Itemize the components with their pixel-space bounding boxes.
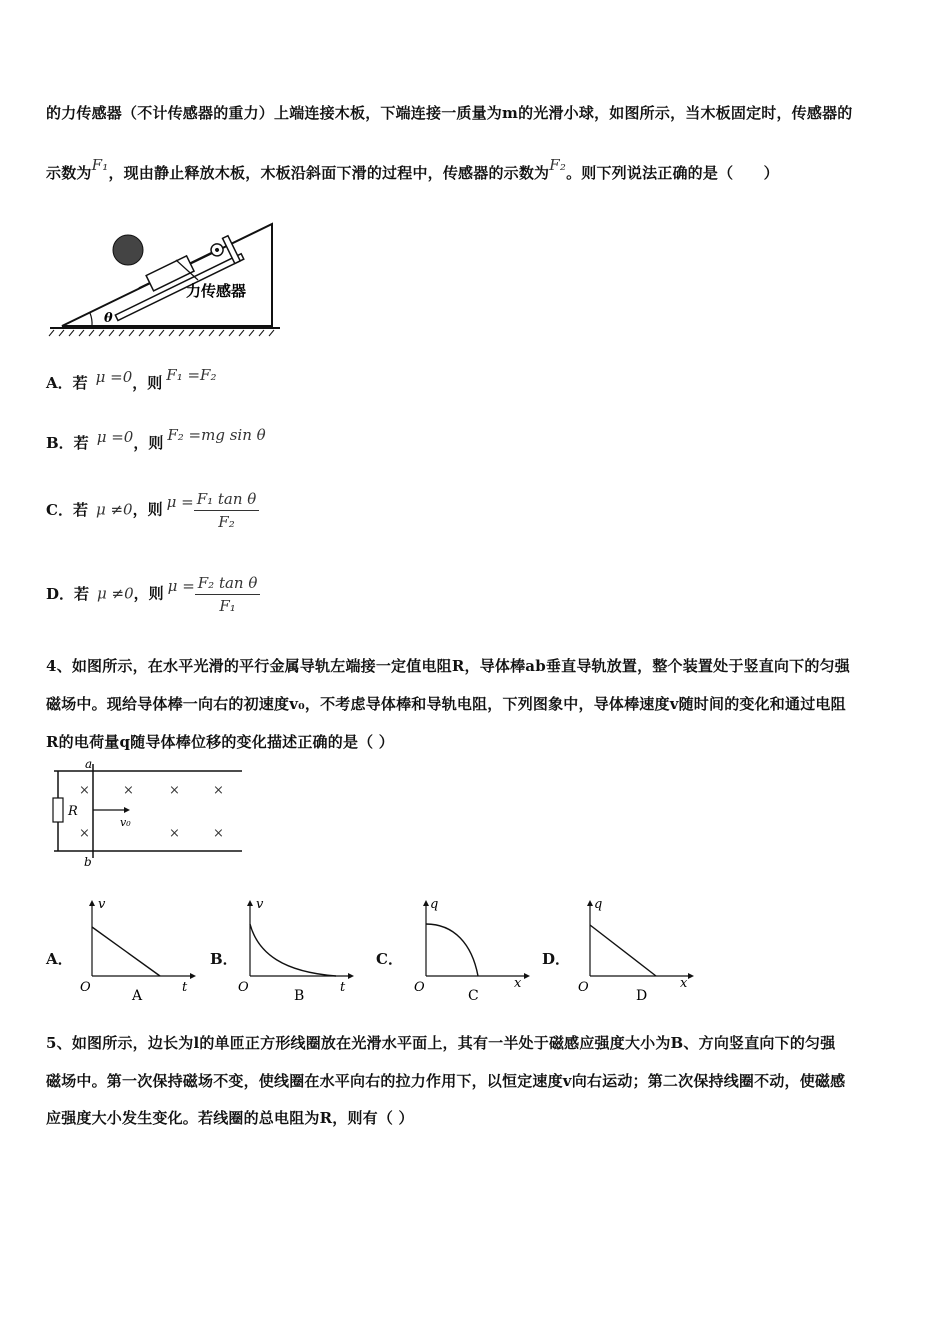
graph-d-caption: D (636, 988, 648, 1004)
graph-a-ylabel: v (98, 897, 106, 912)
q3-line2 (46, 156, 779, 183)
q4-line1: 4、如图所示，在水平光滑的平行金属导轨左端接一定值电阻R，导体棒ab垂直导轨放置，整个装置处于竖直向下的匀强 (46, 657, 850, 675)
q4-option-b-label[interactable]: B． (210, 950, 238, 968)
q4-line3: R的电荷量q随导体棒位移的变化描述正确的是（ ） (46, 733, 394, 751)
q5-line1: 5、如图所示，边长为l的单匝正方形线圈放在光滑水平面上，其有一半处于磁感应强度大小为B、方向竖直向下的匀强 (46, 1034, 836, 1052)
graph-d-xlabel: x (680, 976, 688, 991)
q3-option-b-then: ，则 (133, 434, 164, 452)
graph-d-origin: O (578, 980, 589, 995)
q3-option-b-result: F₂ =mg sin θ (167, 426, 266, 444)
q3-option-a-cond: μ =0 (95, 368, 133, 386)
rod-end-a: a (85, 758, 93, 771)
rail-figure (44, 758, 254, 870)
graph-a-origin: O (80, 980, 91, 995)
q3-option-a-result: F₁ =F₂ (166, 366, 217, 384)
field-cross: × (79, 783, 90, 798)
graph-b-caption: B (294, 988, 305, 1004)
graph-c (410, 894, 530, 1006)
q3-option-d-lhs: μ = (167, 576, 195, 595)
q3-option-d-num: F₂ tan θ (195, 574, 261, 595)
incline-figure (44, 208, 284, 343)
q3-F2: F₂ (549, 156, 567, 174)
q3-option-b[interactable] (46, 426, 266, 453)
graph-b-xlabel: t (340, 980, 346, 995)
graph-c-origin: O (414, 980, 425, 995)
q5-line2: 磁场中。第一次保持磁场不变，使线圈在水平向右的拉力作用下，以恒定速度v向右运动；第二次保持线圈不动，使磁感 (46, 1072, 846, 1090)
q3-option-c[interactable] (46, 490, 259, 531)
q3-option-d-label: D．若 (46, 584, 90, 603)
q3-option-a-label: A．若 (46, 374, 88, 392)
q3-F1: F₁ (91, 156, 109, 174)
q3-option-c-num: F₁ tan θ (194, 490, 260, 511)
q5-line3: 应强度大小发生变化。若线圈的总电阻为R，则有（ ） (46, 1109, 414, 1127)
graph-c-ylabel: q (430, 897, 439, 912)
q4-line2: 磁场中。现给导体棒一向右的初速度v₀，不考虑导体棒和导轨电阻，下列图象中，导体棒速度v随时间的变化和通过电阻 (46, 695, 846, 713)
q4-option-a-label[interactable]: A． (46, 950, 73, 968)
q3-option-d-cond: μ ≠0 (97, 584, 134, 603)
q3-option-c-den: F₂ (218, 513, 235, 531)
graph-b-origin: O (238, 980, 249, 995)
graph-c-xlabel: x (514, 976, 522, 991)
q3-line1: 的力传感器（不计传感器的重力）上端连接木板，下端连接一质量为m的光滑小球，如图所示，当木板固定时，传感器的 (46, 104, 853, 122)
field-cross: × (123, 783, 134, 798)
q3-option-d-fraction (195, 574, 261, 615)
q3-option-c-fraction (194, 490, 260, 531)
rod-end-b: b (84, 855, 92, 869)
q3-line2-a: 示数为 (46, 164, 92, 182)
graph-b-ylabel: v (256, 897, 264, 912)
q3-option-c-label: C．若 (46, 500, 88, 519)
field-cross: × (169, 783, 180, 798)
graph-a-xlabel: t (182, 980, 188, 995)
q3-line2-b: ，现由静止释放木板，木板沿斜面下滑的过程中，传感器的示数为 (108, 164, 550, 182)
q3-option-c-cond: μ ≠0 (95, 500, 133, 519)
q3-option-d[interactable] (46, 574, 260, 615)
field-cross: × (213, 826, 224, 841)
q3-option-b-label: B．若 (46, 434, 89, 452)
field-cross: × (213, 783, 224, 798)
field-cross: × (169, 826, 180, 841)
q3-option-a-then: ，则 (132, 374, 163, 392)
velocity-label: v₀ (120, 816, 131, 829)
q3-option-d-then: ，则 (133, 584, 164, 603)
q3-option-a[interactable] (46, 366, 217, 393)
graph-d (574, 894, 694, 1006)
field-cross: × (79, 826, 90, 841)
q4-option-c-label[interactable]: C． (376, 950, 403, 968)
graph-c-caption: C (468, 988, 479, 1004)
q3-option-d-den: F₁ (219, 597, 236, 615)
q3-option-c-then: ，则 (132, 500, 163, 519)
q3-option-c-lhs: μ = (166, 492, 194, 511)
q4-option-d-label[interactable]: D． (542, 950, 571, 968)
q3-line2-c: 。则下列说法正确的是（ ） (566, 164, 779, 182)
graph-d-ylabel: q (594, 897, 603, 912)
q3-option-b-cond: μ =0 (96, 428, 134, 446)
graph-a (76, 894, 196, 1006)
angle-label: θ (104, 311, 113, 326)
sensor-label: 力传感器 (186, 282, 247, 300)
graph-a-caption: A (132, 988, 143, 1004)
resistor-label: R (68, 804, 78, 819)
graph-b (234, 894, 354, 1006)
